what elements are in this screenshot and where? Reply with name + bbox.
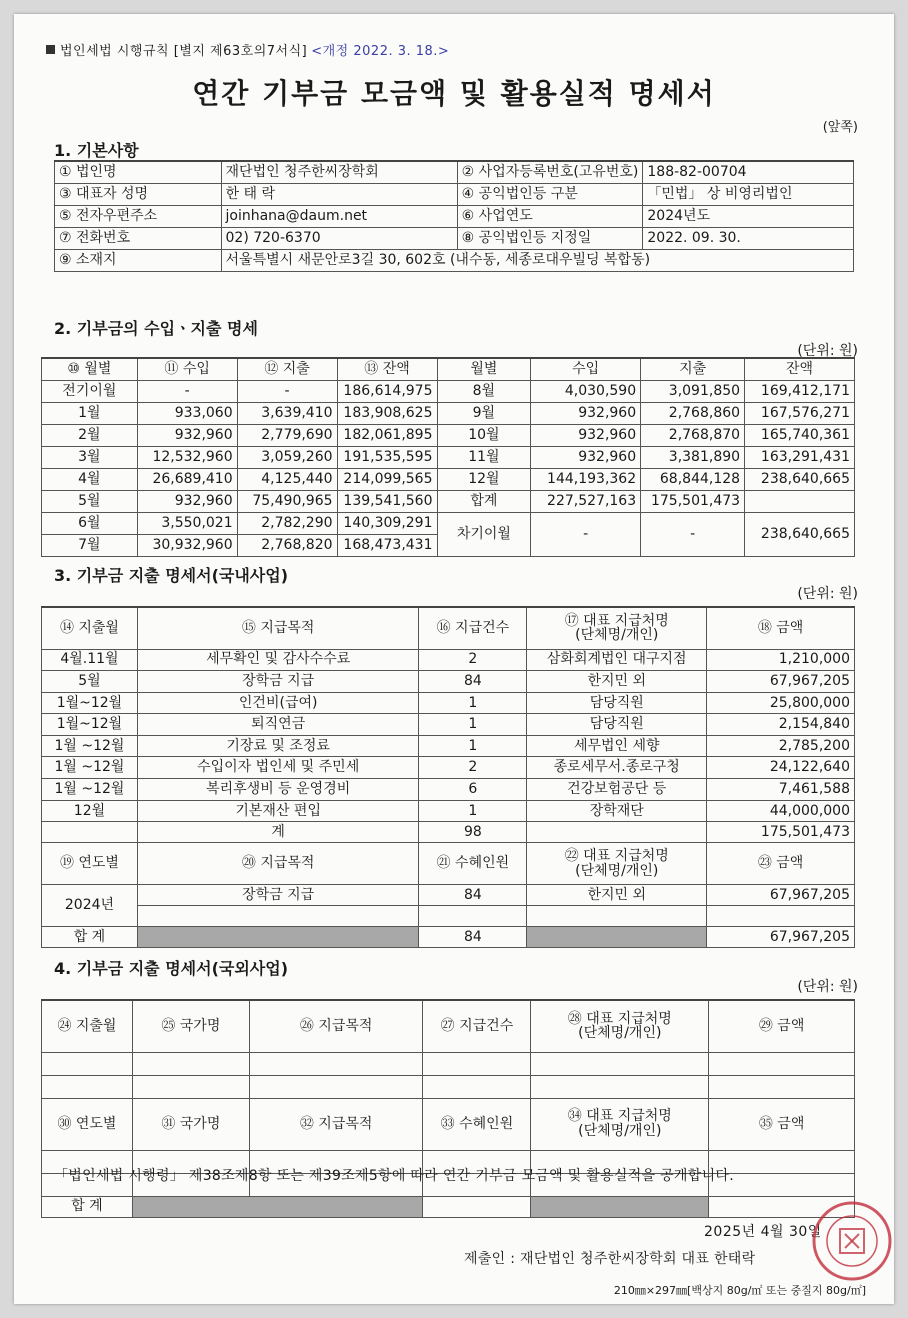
section2-title: 2. 기부금의 수입ㆍ지출 명세 [54,319,258,338]
month-cell: 12월 [42,800,138,822]
empty-cell [419,906,527,927]
expense-cell: 68,844,128 [641,468,745,490]
amount-cell: 44,000,000 [707,800,855,822]
paper-spec: 210㎜×297㎜[백상지 80g/㎡ 또는 중질지 80g/㎡] [613,1284,866,1297]
amount-cell: 67,967,205 [707,671,855,693]
field-value: 2024년도 [643,205,854,227]
income-cell: 227,527,163 [531,490,641,512]
column-header: ⑱ 금액 [707,607,855,649]
disclosure-statement: 「법인세법 시행령」 제38조제8항 또는 제39조제5항에 따라 연간 기부금 모금액 및 활용실적을 공개합니다. [54,1168,734,1184]
column-header [527,843,707,885]
count-cell: 1 [419,800,527,822]
column-header: ⑮ 지급목적 [137,607,419,649]
month-cell: 8월 [437,380,531,402]
expense-cell: 175,501,473 [641,490,745,512]
section4-unit: (단위: 원) [797,979,858,995]
month-cell: 6월 [42,512,138,534]
income-cell: 30,932,960 [137,534,237,556]
column-header: ㉚ 연도별 [42,1098,133,1150]
balance-cell: 183,908,625 [337,402,437,424]
square-bullet-icon [46,45,55,54]
column-header-sublabel: (단체명/개인) [575,862,659,879]
shaded-cell [132,1196,423,1217]
purpose-cell: 장학금 지급 [137,671,419,693]
recipient-cell: 삼화회계법인 대구지점 [527,649,707,671]
column-header-label: ㉞ 대표 지급처명 [567,1108,672,1125]
amount-cell: 2,154,840 [707,714,855,736]
month-cell: 1월 [42,402,138,424]
table-row [42,468,855,490]
shaded-cell [527,927,707,948]
form-identifier: 법인세법 시행규칙 [별지 제63호의7서식] <개정 2022. 3. 18.> [46,40,449,59]
count-cell: 1 [419,692,527,714]
empty-cell [132,1052,249,1075]
expense-cell: 3,639,410 [237,402,337,424]
column-header: ⑫ 지출 [237,358,337,380]
domestic-expense-table [41,606,855,948]
table-row [42,779,855,801]
field-label: ⑧ 공익법인등 지정일 [457,227,643,249]
column-header: ⑪ 수입 [137,358,237,380]
purpose-cell: 인건비(급여) [137,692,419,714]
column-header [527,607,707,649]
table-row [42,692,855,714]
column-header: ⑳ 지급목적 [137,843,419,885]
field-label: ⑥ 사업연도 [457,205,643,227]
column-header [531,1098,709,1150]
expense-cell: 3,381,890 [641,446,745,468]
column-header: ㉕ 국가명 [132,1000,249,1052]
field-value: 한 태 락 [221,183,457,205]
recipient-cell: 장학재단 [527,800,707,822]
table-row [42,446,855,468]
count-cell: 6 [419,779,527,801]
column-header-label: ⑰ 대표 지급처명 [564,612,669,629]
expense-cell: 3,091,850 [641,380,745,402]
column-header: ㉔ 지출월 [42,1000,133,1052]
empty-cell [132,1075,249,1098]
field-value: 02) 720-6370 [221,227,457,249]
month-cell: 1월 ~12월 [42,779,138,801]
column-header: ㉝ 수혜인원 [423,1098,531,1150]
count-cell: 1 [419,735,527,757]
balance-cell: 163,291,431 [745,446,855,468]
column-header: ㉜ 지급목적 [249,1098,423,1150]
column-header: 지출 [641,358,745,380]
empty-cell [527,906,707,927]
recipient-cell: 한지민 외 [527,671,707,693]
column-header: 월별 [437,358,531,380]
balance-cell: 214,099,565 [337,468,437,490]
column-header: 잔액 [745,358,855,380]
field-label: ④ 공익법인등 구분 [457,183,643,205]
empty-cell [527,822,707,843]
basic-info-row [55,249,854,271]
column-header-sublabel: (단체명/개인) [578,1025,662,1042]
empty-cell [249,1052,423,1075]
shaded-cell [531,1196,709,1217]
page-title: 연간 기부금 모금액 및 활용실적 명세서 [192,77,716,110]
carry-label: 차기이월 [437,512,531,556]
purpose-cell: 세무확인 및 감사수수료 [137,649,419,671]
balance-cell: 186,614,975 [337,380,437,402]
expense-cell: 4,125,440 [237,468,337,490]
month-cell: 전기이월 [42,380,138,402]
section3-title: 3. 기부금 지출 명세서(국내사업) [54,566,289,585]
empty-cell [531,1075,709,1098]
month-cell: 11월 [437,446,531,468]
column-header: ㉑ 수혜인원 [419,843,527,885]
balance-cell: 169,412,171 [745,380,855,402]
month-cell: 1월 ~12월 [42,757,138,779]
empty-cell [249,1075,423,1098]
column-header-label: ㉒ 대표 지급처명 [564,848,669,865]
empty-row [42,1052,855,1075]
carry-income: - [531,512,641,556]
income-cell: 12,532,960 [137,446,237,468]
column-header-label: ㉘ 대표 지급처명 [567,1010,672,1027]
field-value: 「민법」 상 비영리법인 [643,183,854,205]
column-header: 수입 [531,358,641,380]
basic-info-table [54,160,854,272]
column-header: ㉙ 금액 [709,1000,855,1052]
field-label: ① 법인명 [55,161,222,183]
empty-cell [137,906,419,927]
carry-balance: 238,640,665 [745,512,855,556]
empty-cell [42,1075,133,1098]
income-cell: - [137,380,237,402]
table-row [42,490,855,512]
purpose-cell: 수입이자 법인세 및 주민세 [137,757,419,779]
income-expense-table [41,357,855,557]
field-label: ⑨ 소재지 [55,249,222,271]
income-cell: 4,030,590 [531,380,641,402]
balance-cell: 140,309,291 [337,512,437,534]
table-row [42,424,855,446]
month-cell: 7월 [42,534,138,556]
empty-cell [531,1052,709,1075]
expense-cell: 2,779,690 [237,424,337,446]
month-cell: 3월 [42,446,138,468]
expense-cell: 2,768,820 [237,534,337,556]
field-label: ③ 대표자 성명 [55,183,222,205]
expense-cell: 75,490,965 [237,490,337,512]
basic-info-row [55,161,854,183]
income-cell: 933,060 [137,402,237,424]
address-value: 서울특별시 새문안로3길 30, 602호 (내수동, 세종로대우빌딩 복합동) [221,249,853,271]
purpose-cell: 장학금 지급 [137,885,419,906]
month-cell: 9월 [437,402,531,424]
table-row [42,402,855,424]
sum-count: 84 [419,927,527,948]
balance-cell: 168,473,431 [337,534,437,556]
expense-cell: 3,059,260 [237,446,337,468]
table-header-row [42,607,855,649]
table-row [42,800,855,822]
income-cell: 932,960 [137,490,237,512]
month-cell: 1월~12월 [42,692,138,714]
recipient-cell: 한지민 외 [527,885,707,906]
table-header-row [42,1000,855,1052]
table-header-row [42,358,855,380]
count-cell: 84 [419,885,527,906]
amount-cell: 24,122,640 [707,757,855,779]
balance-cell: 238,640,665 [745,468,855,490]
column-header: ⑬ 잔액 [337,358,437,380]
recipient-cell: 담당직원 [527,714,707,736]
balance-cell: 165,740,361 [745,424,855,446]
month-cell: 5월 [42,671,138,693]
empty-cell [423,1196,531,1217]
month-cell: 2월 [42,424,138,446]
column-header [531,1000,709,1052]
table-row [42,512,855,534]
section1-title: 1. 기본사항 [54,141,139,160]
column-header-sublabel: (단체명/개인) [575,627,659,644]
sum-amount: 67,967,205 [707,927,855,948]
amount-cell: 2,785,200 [707,735,855,757]
carry-expense: - [641,512,745,556]
table-row [42,885,855,906]
balance-cell: 167,576,271 [745,402,855,424]
sum-row [42,1196,855,1217]
column-header: ㉓ 금액 [707,843,855,885]
count-cell: 1 [419,714,527,736]
purpose-cell: 기본재산 편입 [137,800,419,822]
field-label: ⑤ 전자우편주소 [55,205,222,227]
purpose-cell: 기장료 및 조정료 [137,735,419,757]
basic-info-row [55,205,854,227]
table-row [42,671,855,693]
total-count: 98 [419,822,527,843]
empty-cell [423,1075,531,1098]
column-header: ⑩ 월별 [42,358,138,380]
column-header: ⑭ 지출월 [42,607,138,649]
count-cell: 2 [419,757,527,779]
expense-cell: - [237,380,337,402]
table-row [42,649,855,671]
total-label: 계 [137,822,419,843]
total-amount: 175,501,473 [707,822,855,843]
empty-cell [707,906,855,927]
column-header: ㉟ 금액 [709,1098,855,1150]
month-cell: 5월 [42,490,138,512]
empty-cell [42,822,138,843]
expense-cell: 2,768,860 [641,402,745,424]
table-row [42,735,855,757]
table-row [42,906,855,927]
column-header-sublabel: (단체명/개인) [578,1123,662,1139]
income-cell: 3,550,021 [137,512,237,534]
revision-date: <개정 2022. 3. 18.> [311,44,450,59]
column-header: ㉖ 지급목적 [249,1000,423,1052]
income-cell: 932,960 [137,424,237,446]
month-cell: 4월.11월 [42,649,138,671]
purpose-cell: 퇴직연금 [137,714,419,736]
table-header-row [42,1098,855,1150]
basic-info-row [55,183,854,205]
empty-cell [423,1052,531,1075]
purpose-cell: 복리후생비 등 운영경비 [137,779,419,801]
income-cell: 26,689,410 [137,468,237,490]
empty-cell [42,1052,133,1075]
field-value: 188-82-00704 [643,161,854,183]
amount-cell: 7,461,588 [707,779,855,801]
income-cell: 932,960 [531,424,641,446]
recipient-cell: 건강보험공단 등 [527,779,707,801]
field-value: joinhana@daum.net [221,205,457,227]
table-row [42,757,855,779]
balance-cell [745,490,855,512]
basic-info-row [55,227,854,249]
sum-label: 합 계 [42,927,138,948]
count-cell: 2 [419,649,527,671]
shaded-cell [137,927,419,948]
recipient-cell: 세무법인 세향 [527,735,707,757]
month-cell: 4월 [42,468,138,490]
amount-cell: 1,210,000 [707,649,855,671]
month-cell: 합계 [437,490,531,512]
column-header: ㉗ 지급건수 [423,1000,531,1052]
month-cell: 1월~12월 [42,714,138,736]
expense-cell: 2,782,290 [237,512,337,534]
table-row [42,380,855,402]
section4-title: 4. 기부금 지출 명세서(국외사업) [54,959,289,978]
balance-cell: 191,535,595 [337,446,437,468]
year-cell: 2024년 [42,885,138,927]
month-cell: 10월 [437,424,531,446]
month-cell: 1월 ~12월 [42,735,138,757]
sum-label: 합 계 [42,1196,133,1217]
income-cell: 932,960 [531,402,641,424]
recipient-cell: 담당직원 [527,692,707,714]
document-page [14,14,894,1304]
field-value: 2022. 09. 30. [643,227,854,249]
front-side-label: (앞쪽) [822,120,858,135]
income-cell: 932,960 [531,446,641,468]
column-header: ⑲ 연도별 [42,843,138,885]
section2-unit: (단위: 원) [797,343,858,359]
expense-cell: 2,768,870 [641,424,745,446]
official-seal-icon [810,1199,894,1283]
balance-cell: 139,541,560 [337,490,437,512]
recipient-cell: 종로세무서.종로구청 [527,757,707,779]
sum-row [42,927,855,948]
month-cell: 12월 [437,468,531,490]
count-cell: 84 [419,671,527,693]
empty-cell [709,1052,855,1075]
column-header: ⑯ 지급건수 [419,607,527,649]
empty-row [42,1075,855,1098]
column-header: ㉛ 국가명 [132,1098,249,1150]
submission-date: 2025년 4월 30일 [704,1224,822,1240]
empty-cell [709,1075,855,1098]
balance-cell: 182,061,895 [337,424,437,446]
section3-unit: (단위: 원) [797,586,858,602]
amount-cell: 67,967,205 [707,885,855,906]
field-label: ② 사업자등록번호(고유번호) [457,161,643,183]
field-label: ⑦ 전화번호 [55,227,222,249]
total-row [42,822,855,843]
amount-cell: 25,800,000 [707,692,855,714]
table-row [42,714,855,736]
table-header-row [42,843,855,885]
submitter: 제출인 : 재단법인 청주한씨장학회 대표 한태락 [464,1251,756,1267]
field-value: 재단법인 청주한씨장학회 [221,161,457,183]
income-cell: 144,193,362 [531,468,641,490]
